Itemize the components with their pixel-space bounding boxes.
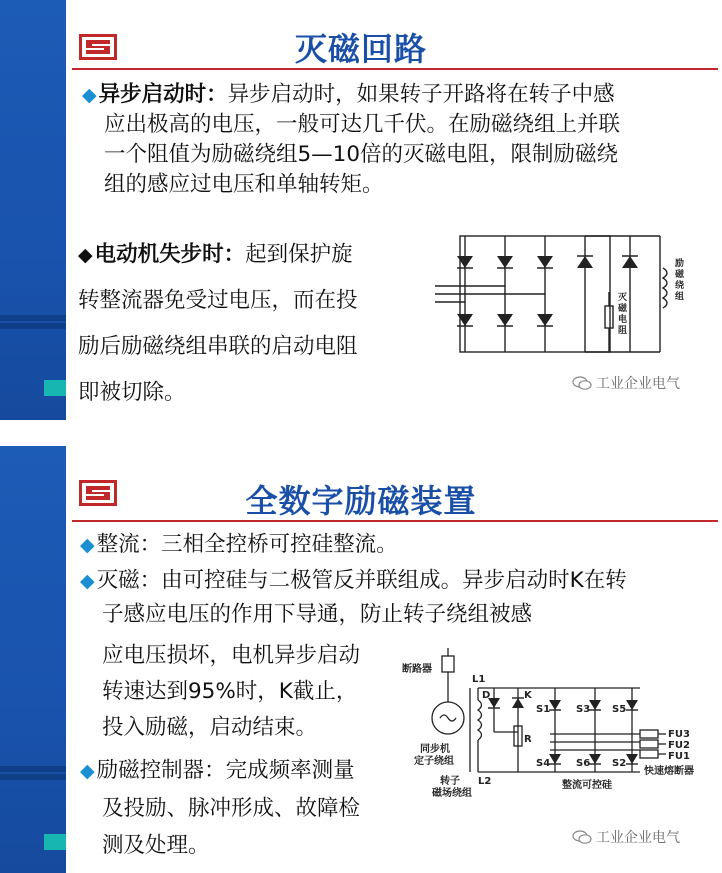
rotor-label: 磁场绕组 [432, 788, 472, 799]
watermark-text: 工业企业电气 [596, 830, 680, 846]
bullet-excitation-controller [80, 752, 410, 864]
bullet-demagnetization-cont [102, 638, 412, 746]
terminal-label: L2 [478, 776, 492, 787]
fuse-label: FU1 [668, 751, 690, 762]
watermark [572, 373, 680, 393]
fast-fuse-label: 快速熔断器 [644, 766, 694, 777]
sidebar-teal-block [44, 834, 66, 850]
bullet-text: 即被切除。 [78, 380, 186, 405]
bullet-text: 一个阻值为励磁绕组5—10倍的灭磁电阻，限制励磁绕 [104, 142, 619, 167]
diamond-bullet-icon: ◆ [80, 534, 95, 556]
title-underline [72, 520, 718, 522]
fuse-label: FU2 [668, 740, 690, 751]
winding-label: 磁 [675, 270, 685, 280]
title-underline [72, 68, 718, 70]
thyristor-label: S1 [536, 704, 551, 715]
thyristor-label: S3 [576, 704, 591, 715]
bullet-text: 转速达到95%时，K截止， [102, 679, 358, 704]
resistor-label: 阻 [618, 326, 628, 336]
rotor-label: 转子 [440, 776, 460, 787]
resistor-label: 灭 [618, 293, 628, 303]
slide-digital-excitation-device [0, 446, 722, 873]
bullet-motor-out-of-step [78, 232, 408, 416]
stator-label: 定子绕组 [414, 756, 454, 767]
page-title: 灭磁回路 [294, 30, 427, 68]
demagnetization-circuit-diagram [435, 228, 695, 360]
bullet-text: 应电压损坏，电机异步启动 [102, 643, 361, 668]
sidebar-teal-block [44, 380, 66, 396]
fuse-label: FU3 [668, 729, 690, 740]
winding-label: 绕 [675, 281, 685, 291]
slide-demagnetization-circuit [0, 0, 722, 420]
sidebar-stripe [0, 323, 66, 329]
bullet-text: 励后励磁绕组串联的启动电阻 [78, 334, 358, 359]
watermark-text: 工业企业电气 [596, 376, 680, 392]
bullet-heading: 异步启动时： [98, 82, 228, 107]
bullet-text: 及投励、脉冲形成、故障检 [102, 796, 361, 821]
bullet-text: 测及处理。 [102, 833, 210, 858]
diamond-bullet-icon: ◆ [80, 570, 95, 592]
thyristor-label: S6 [576, 758, 591, 769]
diamond-bullet-icon: ◆ [82, 84, 97, 106]
page-title: 全数字励磁装置 [245, 482, 477, 520]
terminal-label: L1 [472, 674, 486, 685]
wechat-icon [572, 376, 592, 390]
thyristor-k-label: K [524, 690, 532, 701]
bullet-heading: 电动机失步时： [94, 242, 246, 267]
thyristor-label: S4 [536, 758, 551, 769]
sidebar-stripe [0, 766, 66, 772]
watermark [572, 827, 680, 847]
breaker-label: 断路器 [402, 664, 432, 675]
bullet-text: 起到保护旋 [245, 242, 353, 267]
bullet-text: 投入励磁，启动结束。 [102, 715, 318, 740]
bullet-rectification [80, 530, 715, 560]
resistor-label: 电 [618, 315, 628, 325]
bullet-text: 应出极高的电压，一般可达几千伏。在励磁绕组上并联 [104, 112, 621, 137]
sidebar-stripe [0, 315, 66, 321]
wechat-icon [572, 830, 592, 844]
bullet-demagnetization [80, 564, 715, 631]
winding-label: 组 [675, 292, 685, 302]
resistor-label: 磁 [618, 304, 628, 314]
bullet-text: 异步启动时，如果转子开路将在转子中感 [227, 82, 615, 107]
stator-label: 同步机 [420, 744, 450, 755]
diamond-bullet-icon: ◆ [80, 760, 95, 782]
bullet-async-start [82, 80, 712, 200]
resistor-label: R [524, 734, 532, 745]
bullet-text: 子感应电压的作用下导通，防止转子绕组被感 [102, 602, 533, 627]
thyristor-label: S5 [612, 704, 627, 715]
bullet-text: 组的感应过电压和单轴转矩。 [104, 172, 384, 197]
bullet-text: 励磁控制器：完成频率测量 [96, 758, 355, 783]
winding-label: 励 [675, 259, 685, 269]
thyristor-label: S2 [612, 758, 627, 769]
bullet-text: 灭磁：由可控硅与二极管反并联组成。异步启动时K在转 [96, 568, 627, 593]
bullet-text: 转整流器免受过电压，而在投 [78, 288, 358, 313]
digital-excitation-circuit-diagram [400, 642, 705, 812]
rectifier-label: 整流可控硅 [562, 780, 612, 791]
sidebar-stripe [0, 774, 66, 780]
bullet-text: 整流：三相全控桥可控硅整流。 [96, 532, 398, 557]
diode-label: D [482, 690, 491, 701]
diamond-bullet-icon: ◆ [78, 244, 93, 266]
